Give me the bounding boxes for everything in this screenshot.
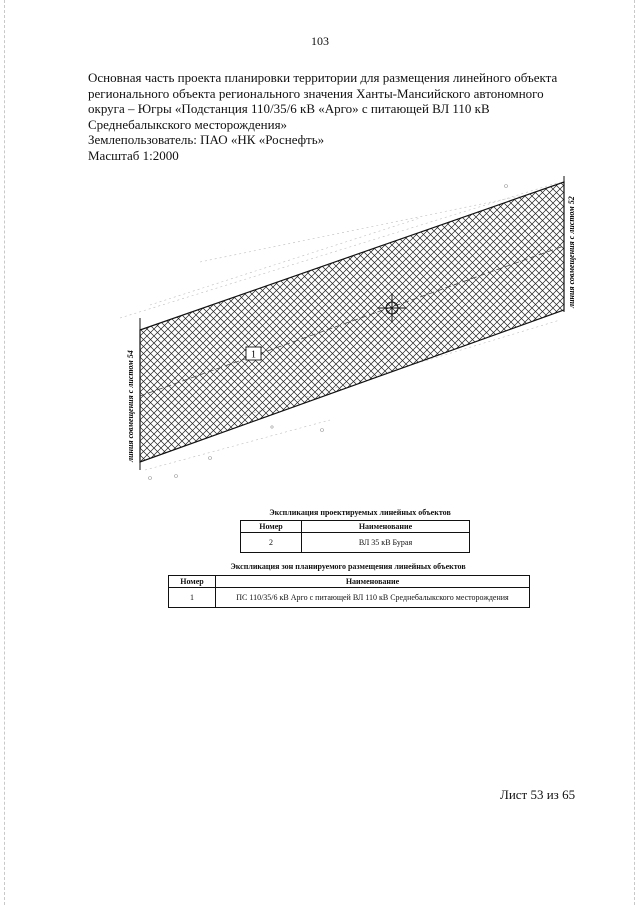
left-match-line-label: линия совмещения с листом 54: [126, 350, 135, 462]
objects-table: [240, 520, 470, 553]
title-line: регионального объекта регионального значения Ханты-Мансийского автономного: [88, 85, 544, 101]
table-header-cell: Наименование: [216, 576, 530, 588]
table-header-cell: Номер: [241, 521, 302, 533]
title-line: Основная часть проекта планировки территории для размещения линейного объекта: [88, 70, 558, 85]
title-line: Среднебалыкского месторождения»: [88, 116, 288, 132]
document-header: [88, 70, 568, 163]
table-header-row: [169, 576, 530, 588]
page-number: 103: [311, 34, 329, 48]
right-match-line-label: линия совмещения с листом 52: [567, 196, 576, 308]
table-row: [169, 588, 530, 608]
table-cell: 1: [169, 588, 216, 608]
table-cell: ПС 110/35/6 кВ Арго с питающей ВЛ 110 кВ Среднебалыкского месторождения: [216, 588, 530, 608]
table-header-cell: Номер: [169, 576, 216, 588]
table-row: [241, 533, 470, 553]
table-header-row: [241, 521, 470, 533]
title-line: округа – Югры «Подстанция 110/35/6 кВ «Арго» с питающей ВЛ 110 кВ: [88, 101, 490, 116]
planning-drawing: [0, 160, 640, 500]
planned-zone-polygon: [140, 182, 564, 462]
table-cell: 2: [241, 533, 302, 553]
zone-label: 1: [251, 349, 256, 361]
objects-table-caption: Экспликация проектируемых линейных объектов: [269, 508, 451, 517]
table-header-cell: Наименование: [302, 521, 470, 533]
scale: Масштаб 1:2000: [88, 147, 179, 163]
zones-table-caption: Экспликация зон планируемого размещения линейных объектов: [230, 562, 466, 571]
sheet-number: Лист 53 из 65: [500, 787, 576, 802]
land-user: Землепользователь: ПАО «НК «Роснефть»: [88, 132, 325, 147]
table-cell: ВЛ 35 кВ Бурая: [302, 533, 470, 553]
zones-table: [168, 575, 530, 608]
